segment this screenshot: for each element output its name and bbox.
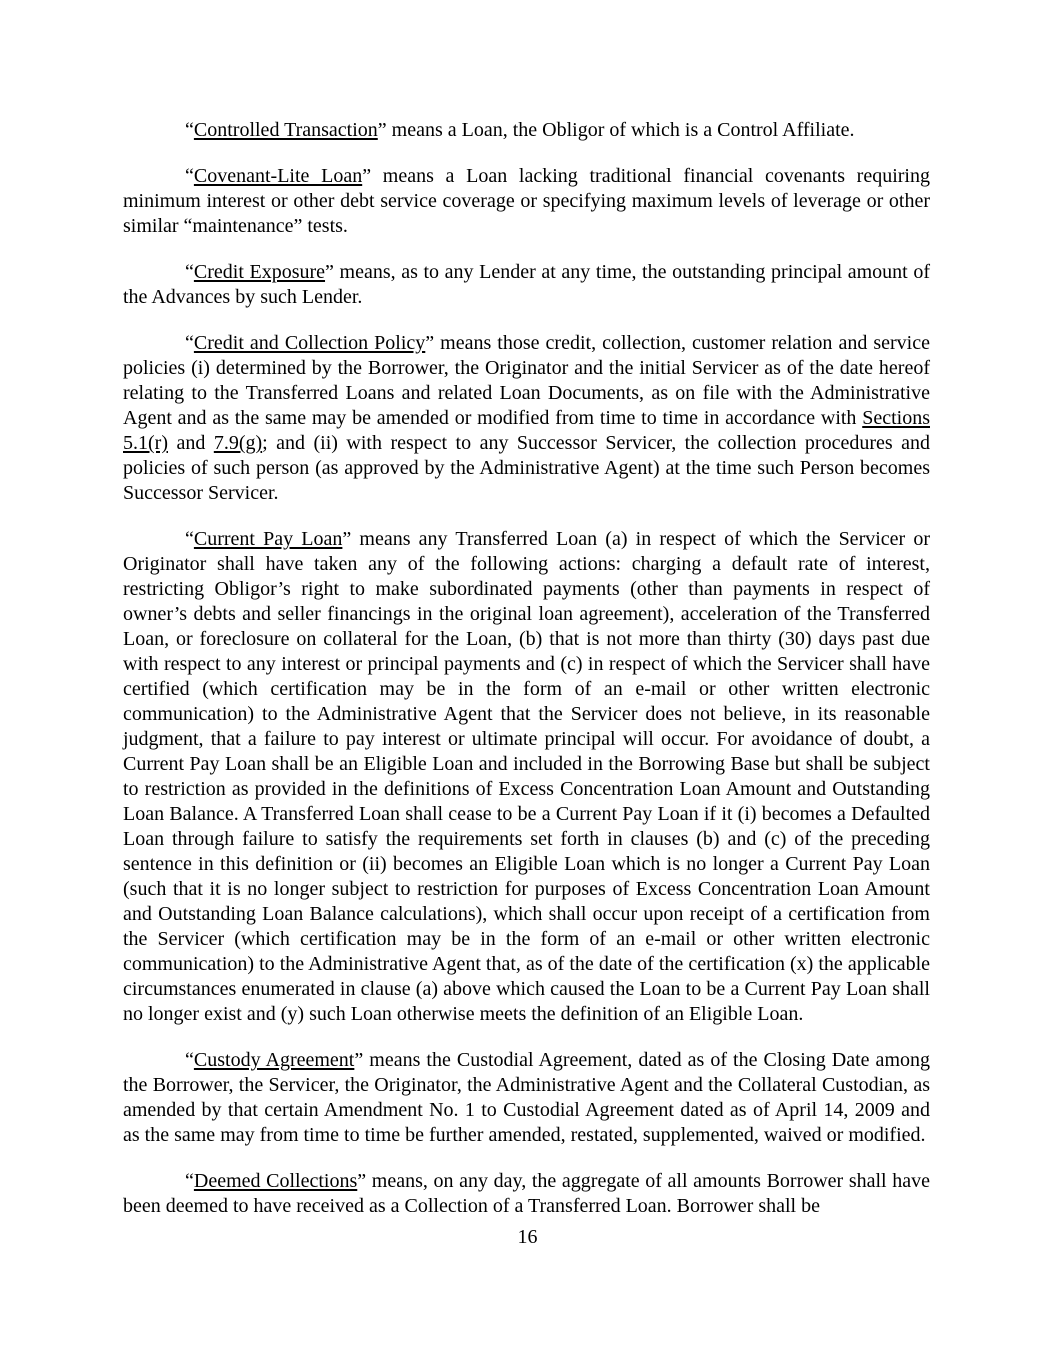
- paragraph: [123, 260, 930, 310]
- page-content: [123, 118, 930, 1240]
- defined-term: Deemed Collections: [193, 1170, 358, 1192]
- text-run: and: [167, 432, 214, 454]
- page-number: 16: [517, 1226, 538, 1248]
- text-run: ” means any Transferred Loan (a) in respect of which the Servicer or Originator shall have taken any of the following actions: charging a default rate of interest, restricting Obligor’s right to make subordinated payments (other than payments in respect of owner’s debts and seller financings in the original loan agreement), acceleration of the Transferred Loan, or foreclosure on collateral for the Loan, (b) that is not more than thirty (30) days past due with respect to any interest or principal payments and (c) in respect of which the Servicer shall have certified (which certification may be in the form of an e-mail or other written electronic communication) to the Administrative Agent that the Servicer does not believe, in its reasonable judgment, that a failure to pay interest or ultimate principal will occur. For avoidance of doubt, a Current Pay Loan shall be an Eligible Loan and included in the Borrowing Base but shall be subject to restriction as provided in the definitions of Excess Concentration Loan Amount and Outstanding Loan Balance. A Transferred Loan shall cease to be a Current Pay Loan if it (i) becomes a Defaulted Loan through failure to satisfy the requirements set forth in clauses (b) and (c) of the preceding sentence in this definition or (ii) becomes an Eligible Loan which is no longer a Current Pay Loan (such that it is no longer subject to restriction for purposes of Excess Concentration Loan Amount and Outstanding Loan Balance calculations), which shall occur upon receipt of a certification from the Servicer (which certification may be in the form of an e-mail or other written electronic communication) to the Administrative Agent that, as of the date of the certification (x) the applicable circumstances enumerated in clause (a) above which caused the Loan to be a Current Pay Loan shall no longer exist and (y) such Loan otherwise meets the definition of an Eligible Loan.: [123, 528, 931, 1025]
- text-run: ; and (ii) with respect to any Successor Servicer, the collection procedures and policies of such person (as approved by the Administrative Agent) at the time such Person becomes Successor Servicer.: [123, 432, 930, 504]
- paragraph: [123, 1048, 930, 1148]
- text-run: “: [185, 1049, 194, 1071]
- text-run: “: [185, 1170, 194, 1192]
- defined-term: Covenant-Lite Loan: [193, 165, 363, 187]
- paragraph: [123, 1169, 930, 1219]
- text-run: “: [185, 119, 194, 141]
- text-run: ” means a Loan lacking traditional financial covenants requiring minimum interest or other debt service coverage or specifying maximum levels of leverage or other similar “maintenance” tests.: [123, 165, 930, 237]
- text-run: “: [185, 261, 194, 283]
- defined-term: Current Pay Loan: [193, 528, 343, 550]
- text-run: ” means, on any day, the aggregate of all amounts Borrower shall have been deemed to have received as a Collection of a Transferred Loan. Borrower shall be: [123, 1170, 930, 1217]
- defined-term: Custody Agreement: [193, 1049, 355, 1071]
- defined-term: Credit Exposure: [193, 261, 326, 283]
- defined-term: Credit and Collection Policy: [193, 332, 426, 354]
- paragraph: [123, 164, 930, 239]
- text-run: ” means a Loan, the Obligor of which is a Control Affiliate.: [377, 119, 855, 141]
- defined-term: Controlled Transaction: [193, 119, 378, 141]
- text-run: “: [185, 528, 194, 550]
- defined-term: 7.9(g): [213, 432, 263, 454]
- text-run: “: [185, 332, 194, 354]
- text-run: ” means, as to any Lender at any time, the outstanding principal amount of the Advances by such Lender.: [123, 261, 930, 308]
- paragraph: [123, 527, 930, 1027]
- paragraph: [123, 331, 930, 506]
- text-run: “: [185, 165, 194, 187]
- paragraph: [123, 118, 930, 143]
- text-run: ” means the Custodial Agreement, dated as of the Closing Date among the Borrower, the Servicer, the Originator, the Administrative Agent and the Collateral Custodian, as amended by that certain Amendment No. 1 to Custodial Agreement dated as of April 14, 2009 and as the same may from time to time be further amended, restated, supplemented, waived or modified.: [123, 1049, 930, 1146]
- defined-term: Sections 5.1(r): [123, 407, 930, 454]
- text-run: ” means those credit, collection, customer relation and service policies (i) determined by the Borrower, the Originator and the initial Servicer as of the date hereof relating to the Transferred Loans and related Loan Documents, as on file with the Administrative Agent and as the same may be amended or modified from time to time in accordance with: [123, 332, 930, 429]
